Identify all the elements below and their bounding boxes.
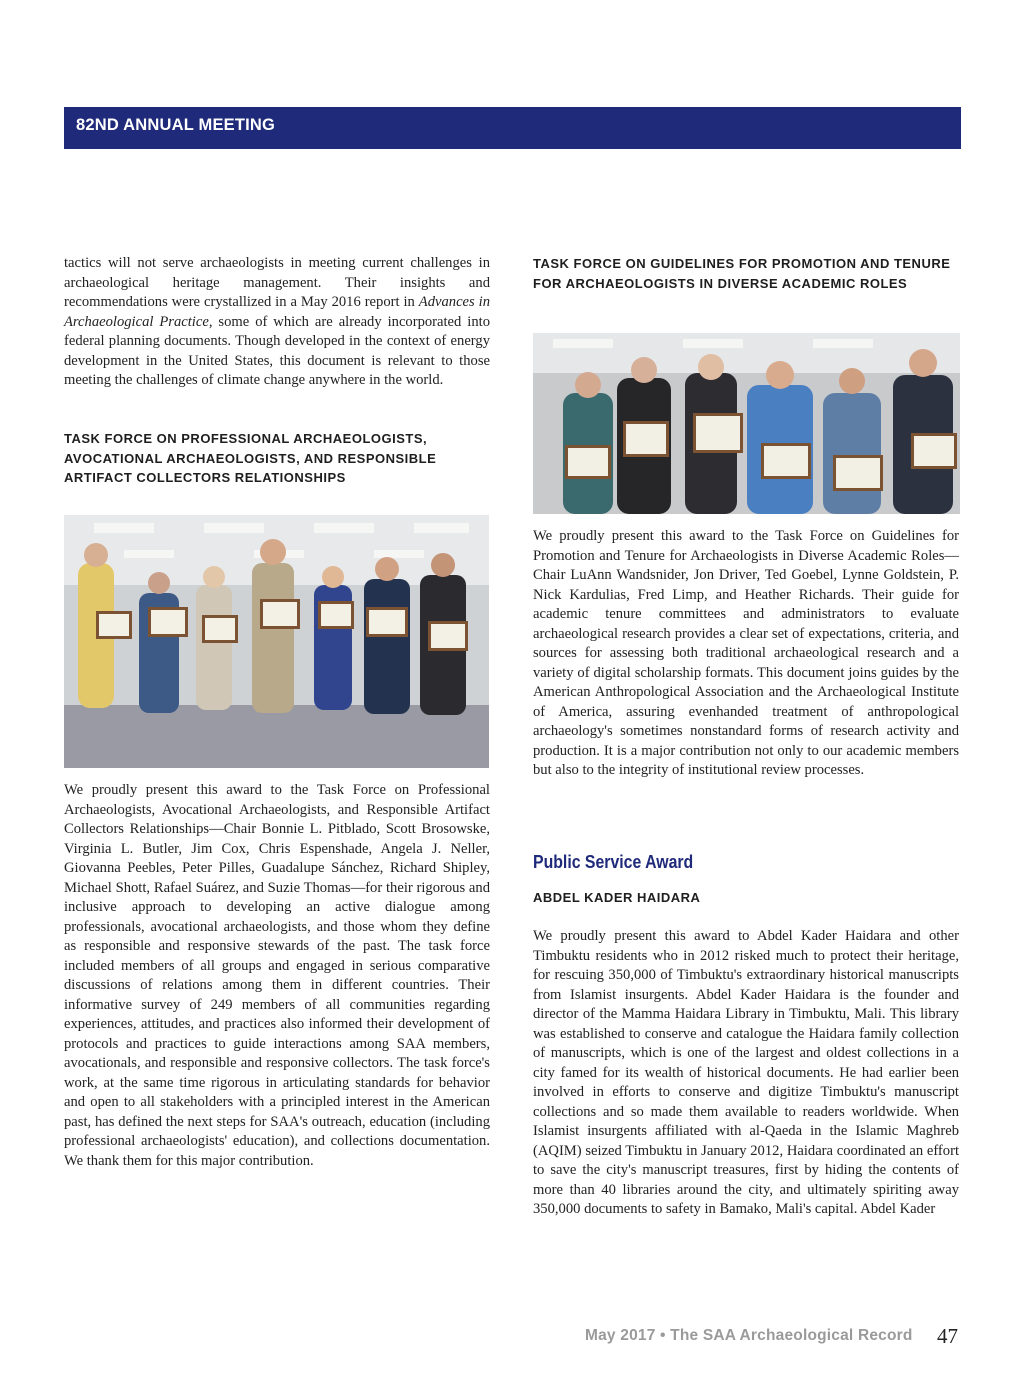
page-number: 47 xyxy=(937,1324,958,1348)
group-photo-image xyxy=(533,333,960,514)
right-section-heading: TASK FORCE ON GUIDELINES FOR PROMOTION AND TENURE FOR ARCHAEOLOGISTS IN DIVERSE ACADEMIC ROLES xyxy=(533,256,951,291)
public-service-award-title-block xyxy=(533,853,963,873)
journal-title: Advances in Archaeological Practice xyxy=(64,294,490,330)
group-photo-image xyxy=(64,515,489,768)
task-force-photo-right xyxy=(533,333,960,514)
issue-footer: May 2017 • The SAA Archaeological Record xyxy=(585,1327,913,1344)
right-award-body: We proudly present this award to the Task Force on Guidelines for Promotion and Tenure for Archaeologists in Diverse Academic Roles—Chair LuAnn Wandsnider, Jon Driver, Ted Goebel, Lynne Goldstein, P. Nick Kardulias, Fred Limp, and Heather Richards. Their guide for academic tenure committees and administrators to evaluate archaeological research provides a clear set of expectations, criteria, and sources for assessing both traditional archaeological research and a variety of digital scholarship formats. This document joins guides by the American Anthropological Association and the Archaeological Institute of America, assuring evenhanded treatment of anthropological archaeology's sometimes nonstandard forms of research activity and production. It is a major contribution not only to our academic members but also to the integrity of institutional review processes. xyxy=(533,528,959,778)
award-recipient-heading: ABDEL KADER HAIDARA xyxy=(533,890,701,905)
left-section-heading: TASK FORCE ON PROFESSIONAL ARCHAEOLOGISTS, AVOCATIONAL ARCHAEOLOGISTS, AND RESPONSIBLE ARTIFACT COLLECTORS RELATIONSHIPS xyxy=(64,431,437,485)
left-intro: tactics will not serve archaeologists in meeting current challenges in archaeological heritage management. Their insights and recommendations were crystallized in a May 2016 report in Advances in Archaeological Practice, some of which are already incorporated into federal planning documents. Though developed in the context of energy development in the United States, this document is relevant to those meeting the challenges of climate change anywhere in the world. xyxy=(64,255,490,388)
section-banner xyxy=(64,107,961,149)
award-title: Public Service Award xyxy=(533,852,694,872)
task-force-photo-left xyxy=(64,515,489,768)
section-title: 82ND ANNUAL MEETING xyxy=(76,116,276,134)
left-award-body: We proudly present this award to the Task Force on Professional Archaeologists, Avocational Archaeologists, and Responsible Artifact Collectors Relationships—Chair Bonnie L. Pitblado, Scott Brosowske, Virginia L. Butler, Jim Cox, Chris Espenshade, Angela J. Neller, Giovanna Peebles, Peter Pilles, Guadalupe Sánchez, Richard Shipley, Michael Shott, Rafael Suárez, and Suzie Thomas—for their rigorous and inclusive approach to developing an active dialogue among professionals, avocational archaeologists, and those whom they define as responsible and responsive stewards of the past. The task force included members of all groups and engaged in serious comparative discussions of relations among them in different countries. Their informative survey of 249 members of all communities regarding experiences, attitudes, and practices also informed their development of protocols and practices to guide interactions among SAA members, avocationals, and responsible and responsive collectors. The task force's work, at the same time rigorous in articulating standards for behavior and open to all stakeholders with a principled interest in the American past, has defined the next steps for SAA's outreach, education (including professional archaeologists' education), and collections documentation. We thank them for this major contribution. xyxy=(64,782,490,1169)
public-service-award-body: We proudly present this award to Abdel Kader Haidara and other Timbuktu residents who in 2012 risked much to protect their heritage, for rescuing 350,000 of Timbuktu's extraordinary historical manuscripts from Islamist insurgents. Abdel Kader Haidara is the founder and director of the Mamma Haidara Library in Timbuktu, Mali. This library was established to conserve and catalogue the Haidara family collection of manuscripts, which is one of the largest and oldest collections in a city famed for its wealth of historical documents. He had earlier been involved in efforts to conserve and digitize Timbuktu's manuscript collections and so made them available to readers worldwide. When Islamist insurgents affiliated with al-Qaeda in the Islamic Maghreb (AQIM) seized Timbuktu in January 2012, Haidara coordinated an effort to save the city's manuscript treasures, first by hiding the contents of more than 40 libraries around the city, and ultimately spiriting away 350,000 documents to safety in Bamako, Mali's capital. Abdel Kader xyxy=(533,928,959,1217)
